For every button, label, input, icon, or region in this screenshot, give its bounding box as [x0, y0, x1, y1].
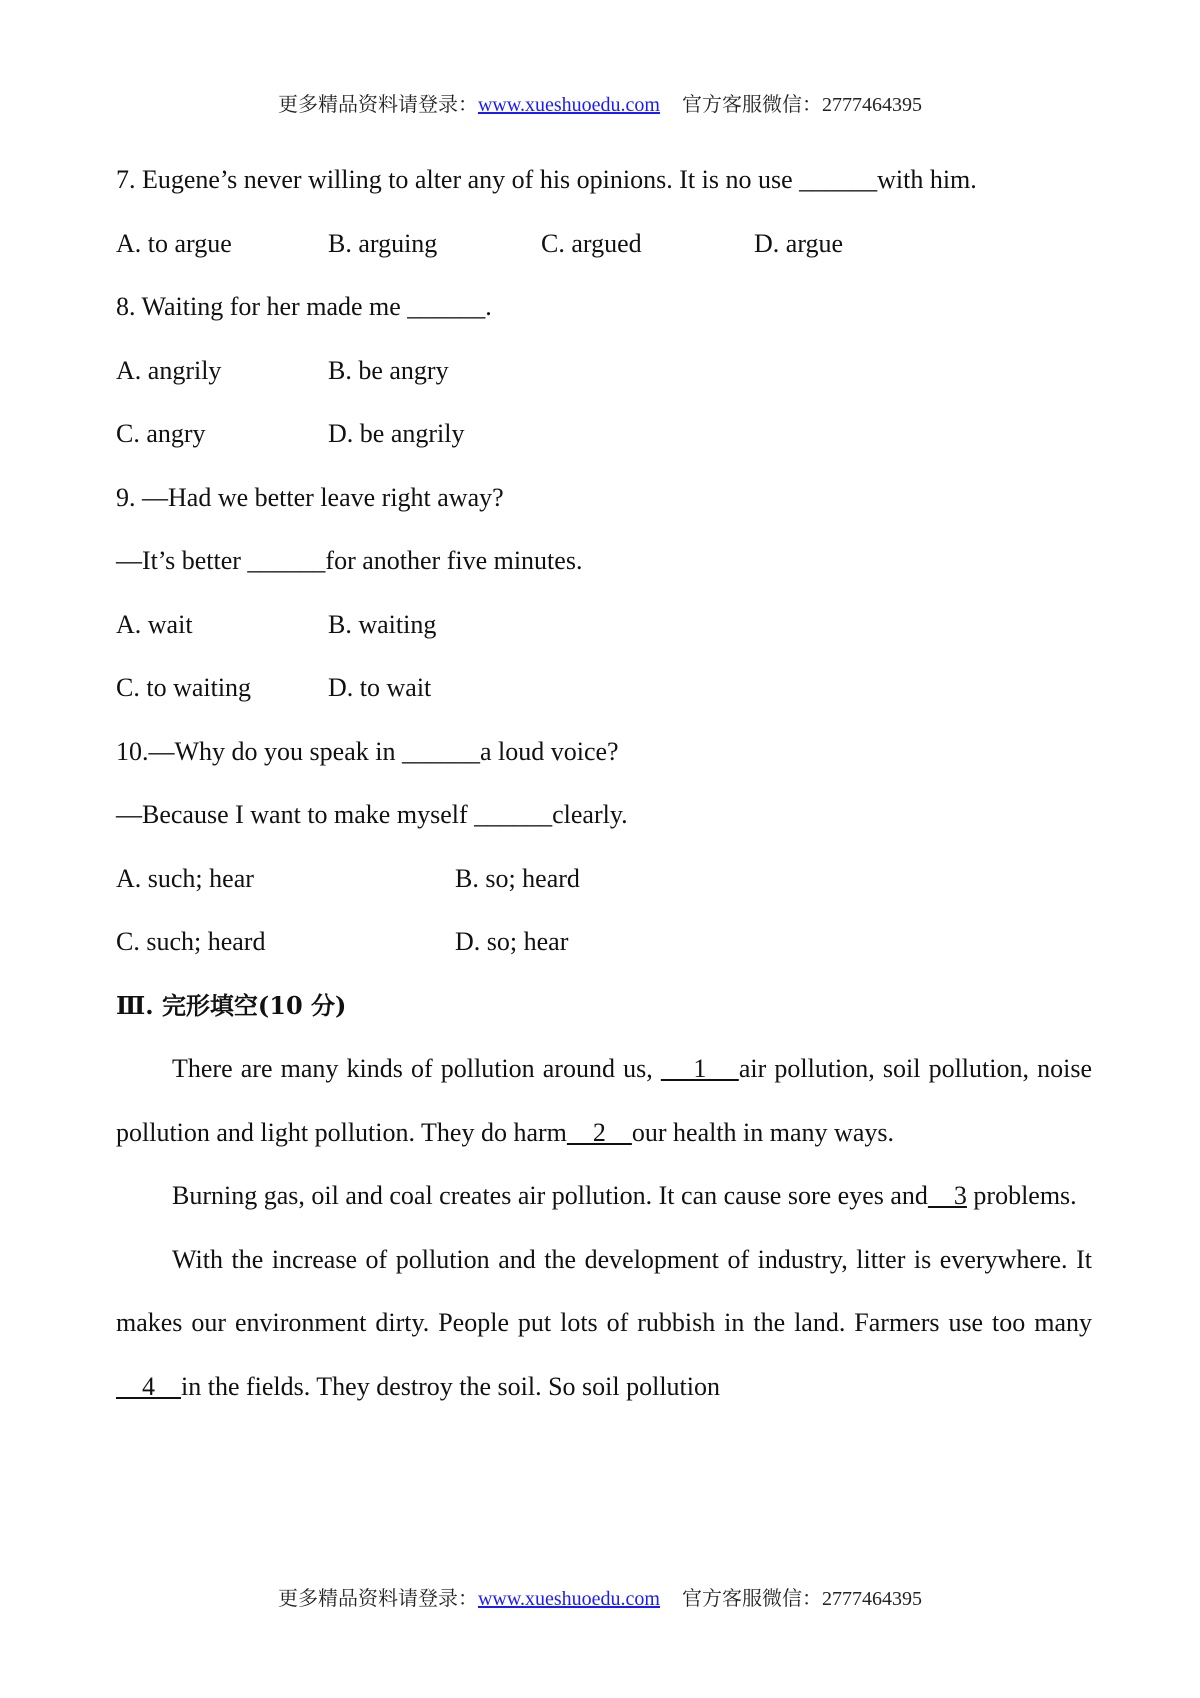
q7-stem: 7. Eugene’s never willing to alter any of his opinions. It is no use ______with him. [116, 165, 977, 194]
p1-text-b: air pollution, soil pollution, noise pollution and light pollution. They do harm [116, 1054, 1092, 1147]
q9-option-b: B. waiting [328, 609, 437, 639]
q8-options-row1 [116, 339, 1092, 403]
q9-option-d: D. to wait [328, 673, 432, 702]
q8-options-row2 [116, 402, 1092, 466]
blank-1: 1 [660, 1054, 739, 1083]
q7-options [116, 212, 1092, 276]
section-title: Ⅲ. 完形填空(10 分) [116, 990, 347, 1020]
cloze-paragraph-3 [116, 1228, 1092, 1419]
header-prefix: 更多精品资料请登录： [277, 94, 478, 116]
cloze-paragraph-2 [116, 1164, 1092, 1228]
footer-prefix: 更多精品资料请登录： [277, 1588, 478, 1610]
header-link[interactable]: www.xueshuoedu.com [477, 94, 660, 116]
q9-options-row2 [116, 656, 1092, 720]
q8-option-c: C. angry [116, 419, 206, 448]
q10-stem: 10.—Why do you speak in ______a loud voice? [116, 736, 619, 766]
blank-3: 3 [927, 1181, 967, 1210]
blank-2: 2 [566, 1117, 632, 1147]
q7-option-a: A. to argue [116, 228, 232, 258]
document-body [116, 148, 1092, 1418]
q10-option-d: D. so; hear [455, 927, 569, 956]
q10-option-a: A. such; hear [116, 863, 254, 893]
q10-stem-2: —Because I want to make myself ______clearly. [116, 800, 628, 829]
q8-option-d: D. be angrily [328, 419, 465, 448]
q9-stem: 9. —Had we better leave right away? [116, 482, 504, 512]
q8-option-a: A. angrily [116, 355, 222, 385]
blank-4: 4 [116, 1371, 181, 1401]
q10-options-row1 [116, 847, 1092, 911]
q10-option-c: C. such; heard [116, 927, 266, 956]
q9-option-c: C. to waiting [116, 673, 252, 702]
q9-options-row1 [116, 593, 1092, 657]
q9-option-a: A. wait [116, 609, 193, 639]
page-header [0, 88, 1200, 117]
cloze-paragraph-1 [116, 1037, 1092, 1164]
p1-text-a: There are many kinds of pollution around us, [172, 1054, 661, 1083]
p3-text-b: in the fields. They destroy the soil. So soil pollution [181, 1371, 720, 1401]
page-footer [0, 1582, 1200, 1611]
footer-service: 官方客服微信：2777464395 [682, 1588, 922, 1610]
footer-link[interactable]: www.xueshuoedu.com [477, 1588, 660, 1610]
q7-option-c: C. argued [541, 228, 642, 258]
p2-text-a: Burning gas, oil and coal creates air pollution. It can cause sore eyes and [172, 1181, 928, 1210]
q7-option-b: B. arguing [328, 228, 438, 258]
p3-text-a: With the increase of pollution and the development of industry, litter is everywhere. It makes our environment dirty. People put lots of rubbish in the land. Farmers use too many [116, 1244, 1092, 1337]
header-service: 官方客服微信：2777464395 [682, 94, 922, 116]
q10-option-b: B. so; heard [455, 863, 580, 893]
q8-option-b: B. be angry [328, 355, 449, 385]
q9-stem-2: —It’s better ______for another five minutes. [116, 546, 583, 575]
q8-stem: 8. Waiting for her made me ______. [116, 292, 492, 321]
p2-text-b: problems. [973, 1181, 1077, 1210]
p1-text-c: our health in many ways. [631, 1117, 894, 1147]
q7-option-d: D. argue [754, 228, 844, 258]
q10-options-row2 [116, 910, 1092, 974]
